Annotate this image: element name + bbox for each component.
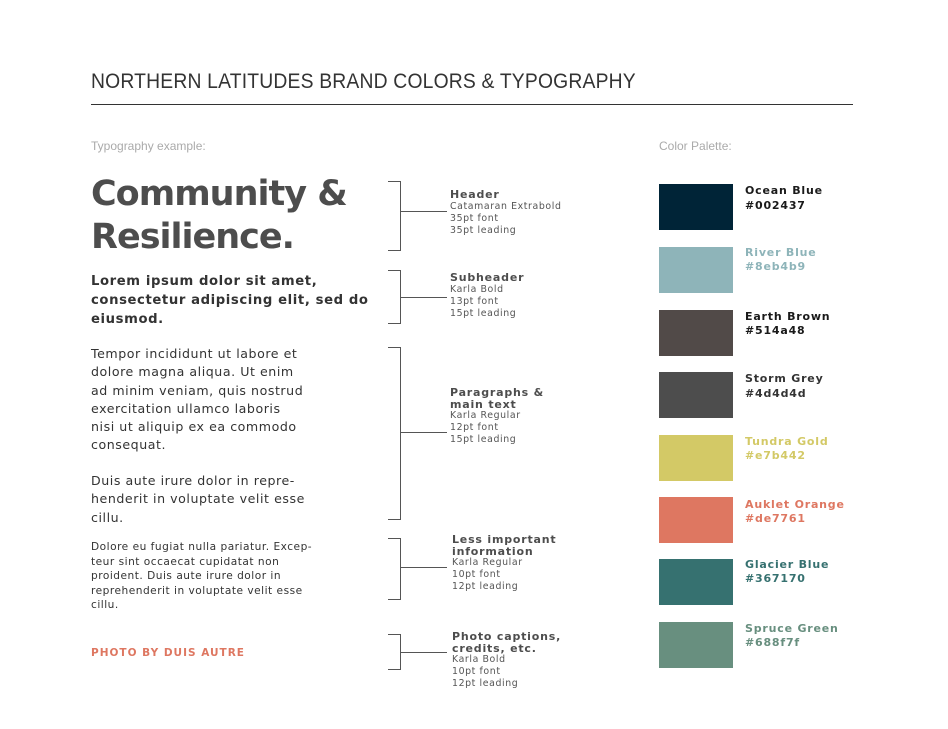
sample-paragraph-1: Tempor incididunt ut labore et dolore magna aliqua. Ut enim ad minim veniam, quis nostrud exercitation ullamco laboris nisi ut aliquip ex ea commodo consequat. [91,346,304,453]
color-name: Glacier Blue [745,558,830,571]
spec-leading: 15pt leading [450,434,517,446]
spec-leading: 35pt leading [450,224,517,236]
color-name: Ocean Blue [745,184,823,197]
spec-size: 12pt font [450,422,499,434]
spec-font: Karla Regular [450,410,521,421]
sample-small-text: Dolore eu fugiat nulla pariatur. Excep- teur sint occaecat cupidatat non proident. Duis aute irure dolor in reprehenderit in voluptate velit esse cillu. [91,541,313,611]
spec-name: Photo captions, credits, etc. [452,630,562,655]
color-name: River Blue [745,246,817,259]
sample-paragraph-2: Duis aute irure dolor in repre- henderit in voluptate velit esse cillu. [91,473,305,525]
spec-size: 13pt font [450,295,499,307]
color-swatch-spruce-green [659,622,733,668]
spec-font: Catamaran Extrabold [450,200,562,212]
header-connector [401,211,447,212]
color-name: Spruce Green [745,622,839,635]
small-text-bracket [388,538,401,600]
color-hex: #002437 [745,199,806,212]
paragraph-bracket [388,347,401,520]
spec-size: 35pt font [450,212,499,224]
spec-small-text [452,534,556,594]
typography-label: Typography example: [91,139,206,153]
spec-leading: 12pt leading [452,678,519,690]
subheader-connector [401,297,447,298]
spec-name: Less important information [452,533,557,558]
spec-size: 10pt font [452,569,501,581]
spec-name: Paragraphs & main text [450,386,545,411]
page-title: NORTHERN LATITUDES BRAND COLORS & TYPOGRAPHY [91,70,636,93]
spec-size: 10pt font [452,666,501,678]
spec-name: Subheader [450,271,525,284]
paragraph-connector [401,432,447,433]
caption-bracket [388,634,401,670]
color-hex: #4d4d4d [745,387,807,400]
palette-label: Color Palette: [659,139,732,153]
color-swatch-glacier-blue [659,559,733,605]
spec-font: Karla Bold [452,654,506,665]
sample-header-text: Community & Resilience. [91,174,347,257]
spec-header [450,189,562,237]
caption-connector [401,652,447,653]
spec-subheader [450,272,524,320]
spec-leading: 12pt leading [452,581,519,593]
color-swatch-auklet-orange [659,497,733,543]
subheader-bracket [388,270,401,324]
color-hex: #e7b442 [745,449,806,462]
spec-name: Header [450,188,500,201]
color-hex: #de7761 [745,512,806,525]
header-bracket [388,181,401,251]
color-hex: #8eb4b9 [745,260,806,273]
color-name: Earth Brown [745,310,831,323]
color-name: Tundra Gold [745,435,829,448]
color-swatch-tundra-gold [659,435,733,481]
color-hex: #367170 [745,572,806,585]
color-swatch-ocean-blue [659,184,733,230]
title-divider [91,104,853,105]
spec-paragraph [450,387,544,447]
color-swatch-storm-grey [659,372,733,418]
sample-subheader-text: Lorem ipsum dolor sit amet, consectetur adipiscing elit, sed do eiusmod. [91,274,369,327]
color-name: Auklet Orange [745,498,845,511]
color-swatch-river-blue [659,247,733,293]
color-swatch-earth-brown [659,310,733,356]
color-hex: #688f7f [745,636,801,649]
color-name: Storm Grey [745,372,824,385]
spec-caption [452,631,561,691]
spec-leading: 15pt leading [450,307,517,319]
spec-font: Karla Bold [450,283,504,295]
spec-font: Karla Regular [452,557,523,568]
color-hex: #514a48 [745,324,806,337]
sample-photo-caption: PHOTO BY DUIS AUTRE [91,647,245,659]
small-text-connector [401,567,447,568]
